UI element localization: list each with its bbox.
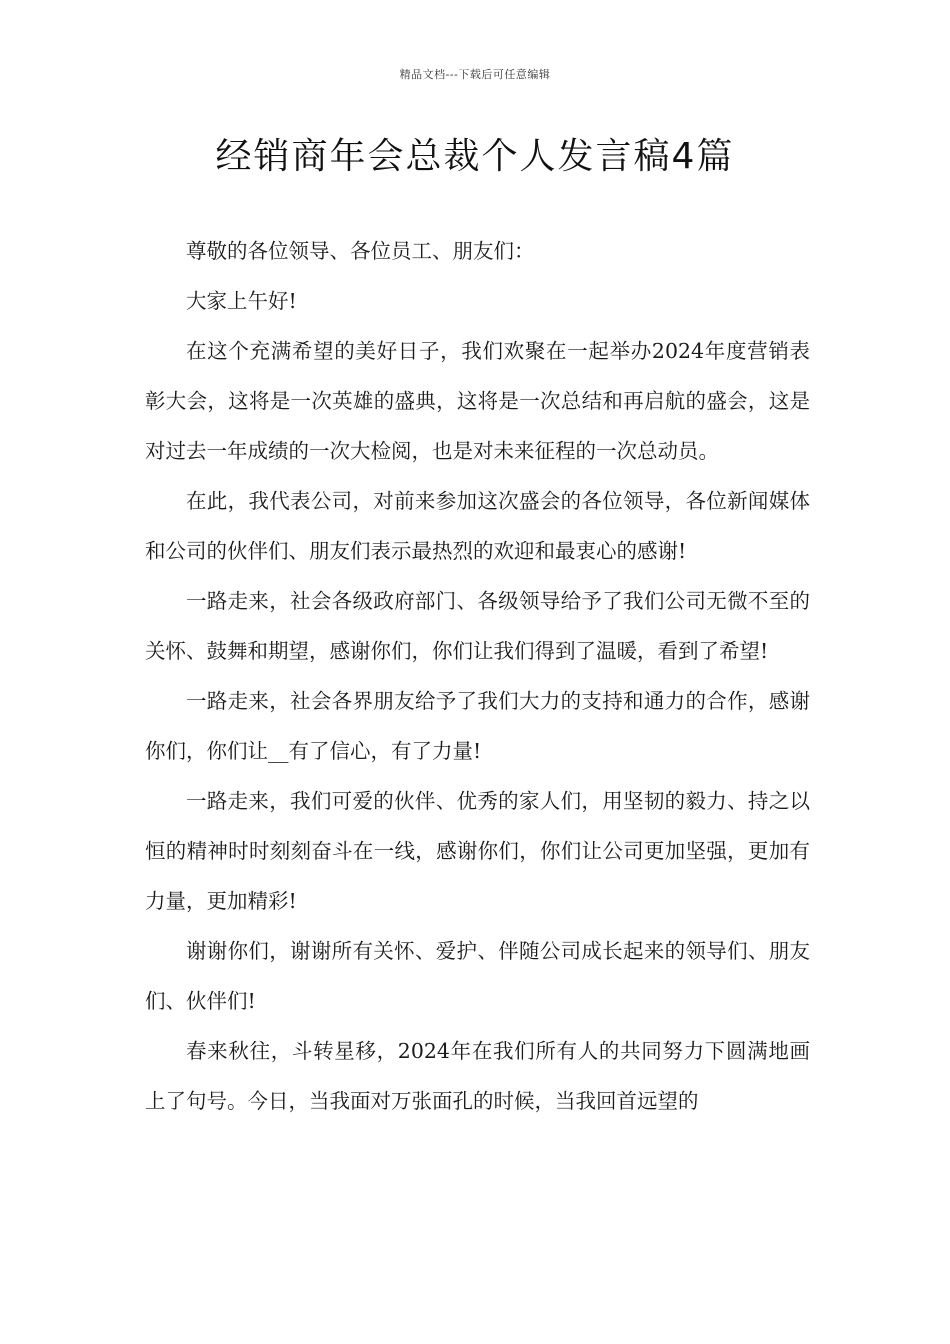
- paragraph: 一路走来，社会各级政府部门、各级领导给予了我们公司无微不至的关怀、鼓舞和期望，感谢你们，你们让我们得到了温暖，看到了希望!: [145, 589, 810, 663]
- paragraph-greeting: 大家上午好!: [186, 289, 297, 313]
- document-body: [145, 226, 810, 1126]
- paragraph: 谢谢你们，谢谢所有关怀、爱护、伴随公司成长起来的领导们、朋友们、伙伴们!: [145, 939, 810, 1013]
- paragraph: 在此，我代表公司，对前来参加这次盛会的各位领导，各位新闻媒体和公司的伙伴们、朋友们表示最热烈的欢迎和最衷心的感谢!: [145, 489, 810, 563]
- paragraph: 一路走来，我们可爱的伙伴、优秀的家人们，用坚韧的毅力、持之以恒的精神时时刻刻奋斗在一线，感谢你们，你们让公司更加坚强，更加有力量，更加精彩!: [145, 789, 810, 913]
- document-title: 经销商年会总裁个人发言稿4篇: [215, 136, 735, 177]
- header-note: 精品文档---下载后可任意编辑: [399, 68, 551, 81]
- paragraph: 春来秋往，斗转星移，2024年在我们所有人的共同努力下圆满地画上了句号。今日，当我面对万张面孔的时候，当我回首远望的: [145, 1039, 810, 1113]
- paragraph-salutation: 尊敬的各位领导、各位员工、朋友们：: [186, 239, 535, 263]
- paragraph: 一路走来，社会各界朋友给予了我们大力的支持和通力的合作，感谢你们，你们让__有了信心，有了力量!: [145, 689, 810, 763]
- paragraph: 在这个充满希望的美好日子，我们欢聚在一起举办2024年度营销表彰大会，这将是一次英雄的盛典，这将是一次总结和再启航的盛会，这是对过去一年成绩的一次大检阅，也是对未来征程的一次总动员。: [145, 339, 810, 463]
